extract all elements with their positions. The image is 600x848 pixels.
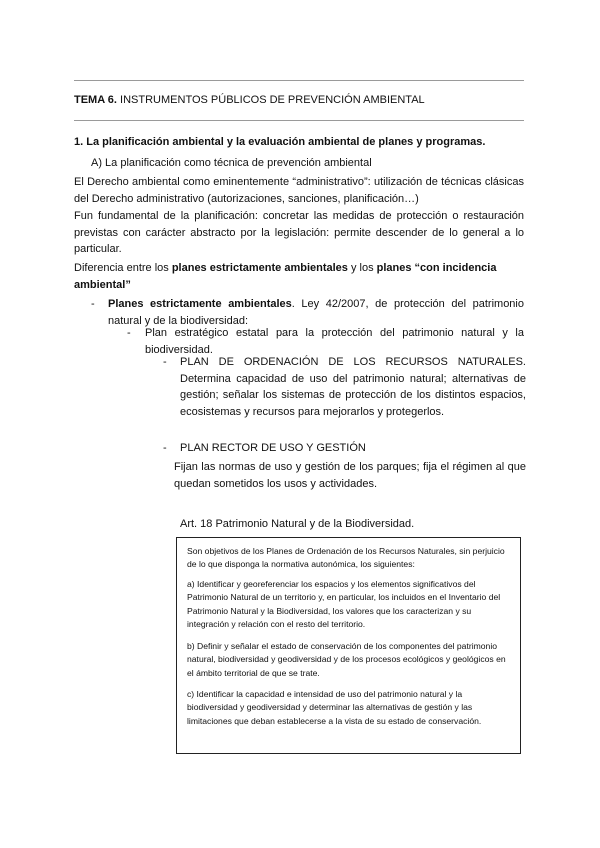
p3-text-c: y los [347,262,377,274]
page-title [74,92,534,109]
list-item-prug-title: PLAN RECTOR DE USO Y GESTIÓN [180,442,366,454]
list-item-prug-body: Fijan las normas de uso y gestión de los parques; fija el régimen al que quedan sometidos los usos y actividades. [174,461,526,490]
list-item-porn [180,354,526,420]
item3-title: PLAN DE ORDENACIÓN DE LOS RECURSOS NATURALES. [180,356,526,368]
quote-point-a: a) Identificar y georeferenciar los espacios y los elementos significativos del Patrimonio Natural de un territorio y, en particular, los incluidos en el Inventario del Patrimonio Natural y la Biodiversidad, los valores que los caracterizan y su integración y relación con el resto del territorio. [187,579,501,629]
paragraph-1: El Derecho ambiental como eminentemente “administrativo”: utilización de técnicas clásicas del Derecho administrativo (autorizaciones, sanciones, planificación…) [74,176,524,205]
item1-text: . Ley 42/2007, de protección del patrimonio natural y de la biodiversidad: [108,298,524,327]
p3-bold-b: planes estrictamente ambientales [171,262,348,274]
list-item-plan-estrategico: Plan estratégico estatal para la protección del patrimonio natural y la biodiversidad. [145,327,524,356]
bullet-2: - [127,327,131,339]
quote-intro: Son objetivos de los Planes de Ordenación de los Recursos Naturales, sin perjuicio de lo que disponga la normativa autonómica, los siguientes: [187,546,505,570]
quote-point-b: b) Definir y señalar el estado de conservación de los componentes del patrimonio natural, biodiversidad y geodiversidad y de los procesos ecológicos y geológicos en el ámbito territorial de que se trate. [187,641,506,678]
title-number: TEMA 6. [74,94,117,106]
bullet-3: - [163,356,167,368]
title-bottom-rule [74,120,524,121]
p3-bold-d: planes “con incidencia ambiental” [74,262,497,291]
p3-text-a: Diferencia entre los [74,262,172,274]
section-heading: 1. La planificación ambiental y la evaluación ambiental de planes y programas. [74,136,486,148]
article-reference: Art. 18 Patrimonio Natural y de la Biodiversidad. [180,518,415,530]
paragraph-3 [74,260,524,293]
bullet-4: - [163,442,167,454]
paragraph-2: Fun fundamental de la planificación: concretar las medidas de protección o restauración previstas con carácter abstracto por la legislación: permite descender de lo general a lo particular. [74,210,524,255]
subheading-a: A) La planificación como técnica de prevención ambiental [91,157,372,169]
quoted-article-box [176,537,521,754]
quote-point-c: c) Identificar la capacidad e intensidad de uso del patrimonio natural y la biodiversidad y geodiversidad y determinar las alternativas de gestión y las limitaciones que deban establecerse a la vista de su estado de conservación. [187,689,482,726]
top-rule [74,80,524,81]
item1-bold: Planes estrictamente ambientales [108,298,292,310]
bullet-1: - [91,298,95,310]
title-text: INSTRUMENTOS PÚBLICOS DE PREVENCIÓN AMBIENTAL [117,94,425,106]
item3-text: Determina capacidad de uso del patrimonio natural; alternativas de gestión; señalar los sistemas de protección de los distintos espacios, ecosistemas y recursos para mejorarlos y protegerlos. [180,372,526,418]
